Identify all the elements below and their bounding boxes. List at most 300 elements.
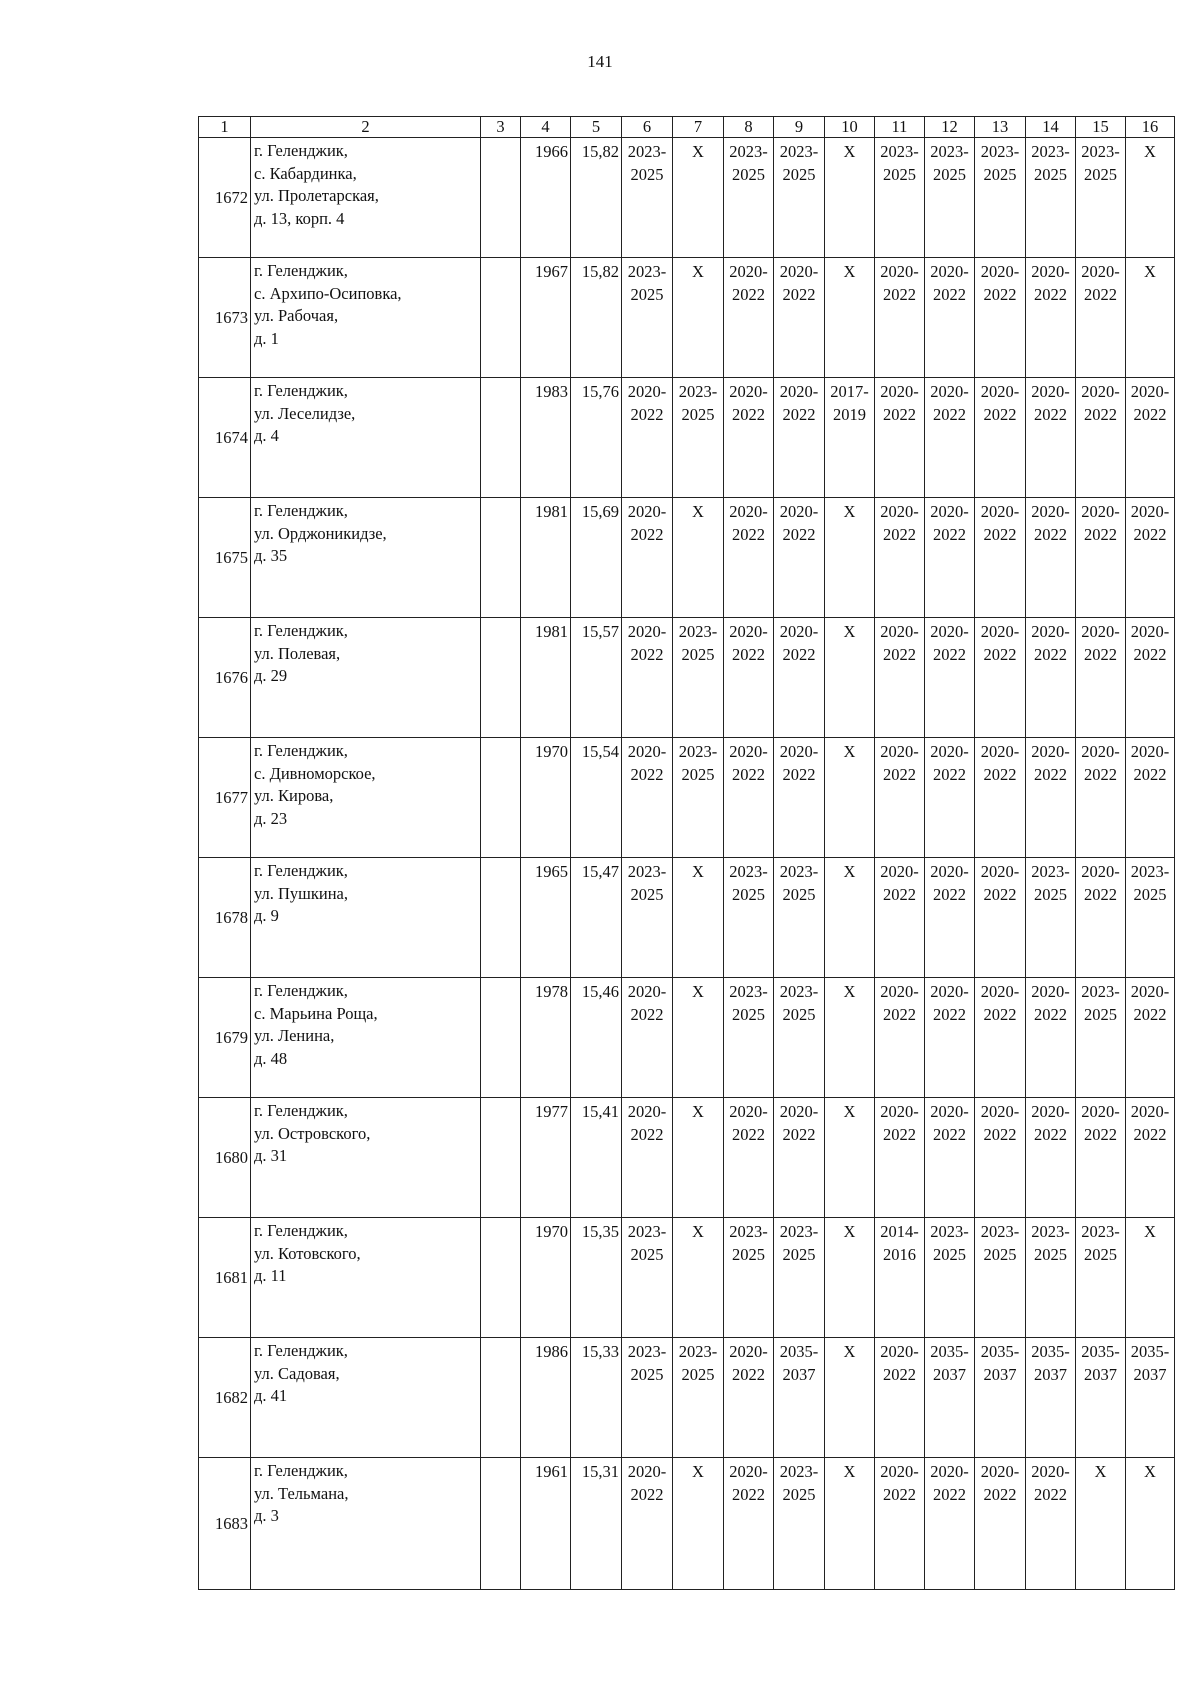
period-line: 2020- bbox=[880, 862, 919, 881]
address-line: ул. Леселидзе, bbox=[254, 403, 356, 423]
period-cell bbox=[825, 1338, 875, 1458]
period-line: 2022 bbox=[983, 525, 1017, 544]
value-cell: 15,33 bbox=[571, 1338, 622, 1458]
period-cell bbox=[774, 498, 825, 618]
period-line: 2022 bbox=[1034, 765, 1067, 784]
period-line: Х bbox=[1144, 1222, 1156, 1241]
period-line: 2022 bbox=[883, 1005, 916, 1024]
period-cell bbox=[1026, 738, 1076, 858]
period-line: 2025 bbox=[732, 885, 765, 904]
address-line: г. Геленджик, bbox=[254, 1341, 348, 1360]
period-cell bbox=[622, 618, 673, 738]
period-line: 2022 bbox=[630, 765, 664, 784]
period-line: 2022 bbox=[1034, 1485, 1067, 1504]
address-cell bbox=[251, 258, 481, 378]
period-line: 2022 bbox=[933, 1485, 966, 1504]
period-cell bbox=[1026, 978, 1076, 1098]
column-3-cell bbox=[481, 1338, 521, 1458]
period-line: 2020- bbox=[627, 1102, 667, 1121]
column-header-14: 14 bbox=[1026, 117, 1076, 138]
address-line: с. Архипо-Осиповка, bbox=[254, 283, 402, 303]
period-line: 2020- bbox=[1130, 982, 1170, 1001]
period-line: Х bbox=[692, 982, 704, 1001]
period-line: 2022 bbox=[630, 1125, 664, 1144]
period-line: 2023- bbox=[627, 1222, 667, 1241]
column-header-16: 16 bbox=[1126, 117, 1175, 138]
period-line: 2035- bbox=[930, 1342, 969, 1361]
period-cell bbox=[1026, 1098, 1076, 1218]
address-line: ул. Рабочая, bbox=[254, 306, 339, 325]
period-line: 2020- bbox=[729, 502, 768, 521]
period-line: 2022 bbox=[983, 645, 1017, 664]
column-header-2: 2 bbox=[251, 117, 481, 138]
period-line: 2017- bbox=[830, 382, 869, 401]
period-line: 2025 bbox=[630, 285, 664, 304]
period-line: 2022 bbox=[1133, 1005, 1167, 1024]
period-cell bbox=[622, 498, 673, 618]
period-line: 2025 bbox=[681, 1365, 715, 1384]
period-line: 2020- bbox=[930, 262, 969, 281]
period-line: 2020- bbox=[880, 622, 919, 641]
period-line: 2020- bbox=[779, 382, 819, 401]
table-row bbox=[199, 738, 1175, 858]
period-line: 2020- bbox=[1031, 622, 1070, 641]
period-cell bbox=[774, 618, 825, 738]
period-cell bbox=[825, 1098, 875, 1218]
period-cell bbox=[925, 738, 975, 858]
period-line: 2035- bbox=[1130, 1342, 1170, 1361]
period-line: 2020- bbox=[930, 862, 969, 881]
period-line: 2022 bbox=[1084, 285, 1117, 304]
period-line: 2020- bbox=[729, 622, 768, 641]
period-line: 2022 bbox=[883, 1125, 916, 1144]
period-cell bbox=[1126, 738, 1175, 858]
period-cell bbox=[825, 1218, 875, 1338]
period-line: 2020- bbox=[627, 502, 667, 521]
period-cell bbox=[673, 1338, 724, 1458]
value-cell: 15,69 bbox=[571, 498, 622, 618]
address-line: с. Кабардинка, bbox=[254, 163, 357, 183]
row-number: 1678 bbox=[199, 858, 251, 978]
period-line: 2022 bbox=[983, 1005, 1017, 1024]
address-line: д. 4 bbox=[254, 426, 279, 445]
period-line: 2020- bbox=[930, 502, 969, 521]
period-line: 2022 bbox=[732, 285, 765, 304]
period-line: 2022 bbox=[1084, 885, 1117, 904]
value-cell: 15,47 bbox=[571, 858, 622, 978]
table-row bbox=[199, 858, 1175, 978]
period-line: Х bbox=[843, 1222, 856, 1241]
value-cell: 15,82 bbox=[571, 258, 622, 378]
period-line: 2020- bbox=[779, 742, 819, 761]
period-line: 2025 bbox=[782, 165, 816, 184]
period-cell bbox=[1126, 498, 1175, 618]
period-cell bbox=[1126, 1458, 1175, 1590]
period-line: 2020- bbox=[880, 502, 919, 521]
period-line: 2025 bbox=[933, 1245, 966, 1264]
period-cell bbox=[975, 258, 1026, 378]
period-line: Х bbox=[1144, 1462, 1156, 1481]
period-line: 2023- bbox=[980, 142, 1020, 161]
period-line: 2020- bbox=[930, 742, 969, 761]
table-row bbox=[199, 138, 1175, 258]
period-line: 2020- bbox=[779, 622, 819, 641]
period-line: 2025 bbox=[630, 1365, 664, 1384]
address-line: д. 23 bbox=[254, 808, 288, 828]
table-row bbox=[199, 618, 1175, 738]
period-line: 2020- bbox=[779, 502, 819, 521]
period-line: 2025 bbox=[983, 165, 1017, 184]
period-line: 2037 bbox=[1133, 1365, 1167, 1384]
period-line: 2020- bbox=[880, 262, 919, 281]
table-row bbox=[199, 1458, 1175, 1590]
period-line: 2020- bbox=[729, 1462, 768, 1481]
period-cell bbox=[975, 858, 1026, 978]
year-cell: 1986 bbox=[521, 1338, 571, 1458]
period-line: Х bbox=[692, 142, 704, 161]
year-cell: 1983 bbox=[521, 378, 571, 498]
period-line: 2022 bbox=[1133, 405, 1167, 424]
period-line: 2035- bbox=[779, 1342, 819, 1361]
period-line: 2022 bbox=[732, 1485, 765, 1504]
period-line: Х bbox=[1144, 142, 1156, 161]
period-cell bbox=[622, 1338, 673, 1458]
address-cell bbox=[251, 858, 481, 978]
period-cell bbox=[975, 1098, 1026, 1218]
address-cell bbox=[251, 1218, 481, 1338]
address-line: г. Геленджик, bbox=[254, 741, 348, 760]
period-line: 2022 bbox=[782, 285, 816, 304]
column-header-6: 6 bbox=[622, 117, 673, 138]
period-line: 2022 bbox=[883, 285, 916, 304]
row-number: 1679 bbox=[199, 978, 251, 1098]
column-3-cell bbox=[481, 1458, 521, 1590]
period-cell bbox=[673, 858, 724, 978]
address-line: г. Геленджик, bbox=[254, 501, 348, 520]
period-cell bbox=[724, 378, 774, 498]
period-line: 2022 bbox=[933, 765, 966, 784]
address-line: д. 41 bbox=[254, 1386, 288, 1405]
period-cell bbox=[673, 498, 724, 618]
column-3-cell bbox=[481, 978, 521, 1098]
period-cell bbox=[975, 978, 1026, 1098]
period-line: 2014- bbox=[880, 1222, 919, 1241]
period-line: 2023- bbox=[729, 142, 768, 161]
period-cell bbox=[875, 1218, 925, 1338]
period-cell bbox=[622, 858, 673, 978]
period-cell bbox=[1076, 1098, 1126, 1218]
row-number: 1672 bbox=[199, 138, 251, 258]
register-table bbox=[198, 116, 1175, 1590]
period-line: 2020- bbox=[880, 1102, 919, 1121]
period-line: 2020- bbox=[1031, 382, 1070, 401]
value-cell: 15,76 bbox=[571, 378, 622, 498]
period-line: 2023- bbox=[779, 142, 819, 161]
period-line: 2020- bbox=[980, 502, 1020, 521]
period-cell bbox=[724, 498, 774, 618]
period-cell bbox=[825, 138, 875, 258]
period-line: 2020- bbox=[1081, 262, 1120, 281]
period-line: 2020- bbox=[1081, 502, 1120, 521]
period-cell bbox=[774, 978, 825, 1098]
period-line: 2025 bbox=[681, 645, 715, 664]
period-cell bbox=[975, 1458, 1026, 1590]
period-cell bbox=[1026, 258, 1076, 378]
period-line: 2035- bbox=[980, 1342, 1020, 1361]
period-line: Х bbox=[692, 1462, 704, 1481]
period-line: 2023- bbox=[779, 862, 819, 881]
period-cell bbox=[875, 378, 925, 498]
period-line: 2022 bbox=[933, 525, 966, 544]
period-line: 2022 bbox=[630, 645, 664, 664]
column-3-cell bbox=[481, 738, 521, 858]
period-line: 2023- bbox=[880, 142, 919, 161]
column-header-7: 7 bbox=[673, 117, 724, 138]
period-cell bbox=[925, 978, 975, 1098]
period-cell bbox=[724, 618, 774, 738]
period-cell bbox=[673, 1218, 724, 1338]
period-line: 2020- bbox=[729, 1102, 768, 1121]
period-cell bbox=[1126, 378, 1175, 498]
address-line: ул. Ленина, bbox=[254, 1026, 335, 1045]
period-cell bbox=[673, 138, 724, 258]
table-row bbox=[199, 378, 1175, 498]
period-line: Х bbox=[843, 622, 856, 641]
period-cell bbox=[825, 618, 875, 738]
column-3-cell bbox=[481, 618, 521, 738]
period-cell bbox=[1026, 138, 1076, 258]
period-line: 2022 bbox=[1084, 645, 1117, 664]
period-line: 2025 bbox=[782, 1485, 816, 1504]
period-cell bbox=[622, 738, 673, 858]
period-line: 2035- bbox=[1031, 1342, 1070, 1361]
period-line: 2020- bbox=[729, 262, 768, 281]
period-line: 2022 bbox=[883, 765, 916, 784]
period-line: 2025 bbox=[782, 1245, 816, 1264]
period-line: 2022 bbox=[883, 405, 916, 424]
period-line: Х bbox=[843, 982, 856, 1001]
address-line: ул. Пролетарская, bbox=[254, 186, 379, 205]
row-number: 1681 bbox=[199, 1218, 251, 1338]
period-line: 2022 bbox=[883, 645, 916, 664]
period-cell bbox=[622, 1458, 673, 1590]
period-cell bbox=[825, 858, 875, 978]
period-cell bbox=[1026, 618, 1076, 738]
period-line: 2022 bbox=[1034, 645, 1067, 664]
period-line: 2020- bbox=[980, 262, 1020, 281]
period-line: 2022 bbox=[933, 1005, 966, 1024]
period-line: 2020- bbox=[1031, 742, 1070, 761]
address-cell bbox=[251, 738, 481, 858]
address-line: д. 9 bbox=[254, 906, 279, 925]
period-line: 2025 bbox=[630, 165, 664, 184]
period-cell bbox=[1076, 1218, 1126, 1338]
period-cell bbox=[1076, 738, 1126, 858]
period-line: 2020- bbox=[779, 262, 819, 281]
period-line: Х bbox=[843, 142, 856, 161]
period-cell bbox=[1126, 978, 1175, 1098]
period-line: 2022 bbox=[732, 1365, 765, 1384]
period-line: 2023- bbox=[627, 862, 667, 881]
address-cell bbox=[251, 138, 481, 258]
period-cell bbox=[925, 1098, 975, 1218]
row-number: 1673 bbox=[199, 258, 251, 378]
column-header-15: 15 bbox=[1076, 117, 1126, 138]
period-cell bbox=[875, 258, 925, 378]
period-cell bbox=[673, 618, 724, 738]
period-cell bbox=[673, 978, 724, 1098]
year-cell: 1977 bbox=[521, 1098, 571, 1218]
period-cell bbox=[825, 498, 875, 618]
period-line: 2037 bbox=[1084, 1365, 1117, 1384]
period-line: 2025 bbox=[630, 885, 664, 904]
period-cell bbox=[975, 1218, 1026, 1338]
address-line: д. 35 bbox=[254, 546, 288, 565]
address-line: ул. Садовая, bbox=[254, 1363, 340, 1383]
period-cell bbox=[1126, 618, 1175, 738]
row-number: 1680 bbox=[199, 1098, 251, 1218]
period-line: 2022 bbox=[983, 285, 1017, 304]
address-line: с. Дивноморское, bbox=[254, 763, 376, 783]
period-line: 2022 bbox=[933, 885, 966, 904]
year-cell: 1961 bbox=[521, 1458, 571, 1590]
period-cell bbox=[1076, 138, 1126, 258]
period-line: 2020- bbox=[930, 982, 969, 1001]
period-line: Х bbox=[843, 1462, 856, 1481]
period-line: 2020- bbox=[980, 622, 1020, 641]
period-line: 2025 bbox=[1034, 165, 1067, 184]
period-cell bbox=[925, 258, 975, 378]
period-cell bbox=[875, 858, 925, 978]
period-line: 2020- bbox=[930, 622, 969, 641]
address-cell bbox=[251, 1098, 481, 1218]
period-line: 2020- bbox=[779, 1102, 819, 1121]
address-line: д. 29 bbox=[254, 666, 288, 685]
period-cell bbox=[875, 138, 925, 258]
period-line: 2022 bbox=[1084, 1125, 1117, 1144]
period-line: 2022 bbox=[983, 885, 1017, 904]
row-number: 1674 bbox=[199, 378, 251, 498]
period-line: 2025 bbox=[732, 1245, 765, 1264]
period-line: 2022 bbox=[630, 405, 664, 424]
period-cell bbox=[724, 1458, 774, 1590]
period-cell bbox=[975, 618, 1026, 738]
period-cell bbox=[622, 978, 673, 1098]
period-line: 2025 bbox=[1084, 165, 1117, 184]
table-row bbox=[199, 498, 1175, 618]
address-cell bbox=[251, 1338, 481, 1458]
period-line: 2023- bbox=[729, 862, 768, 881]
column-header-4: 4 bbox=[521, 117, 571, 138]
period-cell bbox=[724, 738, 774, 858]
period-line: 2022 bbox=[782, 645, 816, 664]
address-line: г. Геленджик, bbox=[254, 861, 348, 880]
address-line: г. Геленджик, bbox=[254, 381, 348, 400]
period-line: 2023- bbox=[627, 1342, 667, 1361]
period-line: 2035- bbox=[1081, 1342, 1120, 1361]
period-cell bbox=[673, 1458, 724, 1590]
address-line: г. Геленджик, bbox=[254, 1101, 348, 1120]
row-number: 1677 bbox=[199, 738, 251, 858]
period-cell bbox=[622, 378, 673, 498]
period-cell bbox=[825, 1458, 875, 1590]
year-cell: 1966 bbox=[521, 138, 571, 258]
period-line: 2025 bbox=[630, 1245, 664, 1264]
value-cell: 15,35 bbox=[571, 1218, 622, 1338]
address-cell bbox=[251, 1458, 481, 1590]
period-cell bbox=[774, 1458, 825, 1590]
period-line: 2020- bbox=[627, 622, 667, 641]
period-cell bbox=[875, 978, 925, 1098]
period-line: 2022 bbox=[1034, 1125, 1067, 1144]
period-line: 2020- bbox=[1031, 262, 1070, 281]
period-line: 2022 bbox=[1133, 1125, 1167, 1144]
period-line: 2023- bbox=[678, 742, 718, 761]
period-cell bbox=[1076, 378, 1126, 498]
period-line: 2020- bbox=[980, 982, 1020, 1001]
period-line: 2020- bbox=[1031, 1462, 1070, 1481]
address-cell bbox=[251, 378, 481, 498]
column-header-9: 9 bbox=[774, 117, 825, 138]
period-line: 2022 bbox=[983, 1485, 1017, 1504]
period-line: 2022 bbox=[732, 405, 765, 424]
period-line: 2023- bbox=[678, 1342, 718, 1361]
period-cell bbox=[975, 1338, 1026, 1458]
period-cell bbox=[975, 498, 1026, 618]
address-line: ул. Пушкина, bbox=[254, 883, 349, 903]
table-row bbox=[199, 258, 1175, 378]
period-line: Х bbox=[1094, 1462, 1107, 1481]
period-cell bbox=[1026, 378, 1076, 498]
period-cell bbox=[875, 1338, 925, 1458]
period-line: 2023- bbox=[980, 1222, 1020, 1241]
period-line: 2025 bbox=[1084, 1005, 1117, 1024]
year-cell: 1970 bbox=[521, 738, 571, 858]
period-cell bbox=[1026, 1458, 1076, 1590]
period-cell bbox=[975, 378, 1026, 498]
period-cell bbox=[975, 738, 1026, 858]
period-line: Х bbox=[692, 262, 704, 281]
period-line: 2020- bbox=[1130, 622, 1170, 641]
period-line: 2022 bbox=[732, 765, 765, 784]
period-line: 2025 bbox=[883, 165, 916, 184]
header-row bbox=[199, 117, 1175, 138]
period-line: 2023- bbox=[930, 1222, 969, 1241]
table-row bbox=[199, 1218, 1175, 1338]
period-cell bbox=[1076, 1338, 1126, 1458]
address-cell bbox=[251, 978, 481, 1098]
period-line: 2020- bbox=[1031, 1102, 1070, 1121]
address-line: г. Геленджик, bbox=[254, 141, 348, 160]
period-line: 2022 bbox=[933, 285, 966, 304]
period-line: 2020- bbox=[729, 1342, 768, 1361]
period-cell bbox=[622, 138, 673, 258]
period-line: 2022 bbox=[983, 405, 1017, 424]
row-number: 1683 bbox=[199, 1458, 251, 1590]
period-line: 2020- bbox=[627, 382, 667, 401]
period-line: 2020- bbox=[627, 982, 667, 1001]
period-line: 2022 bbox=[1133, 645, 1167, 664]
period-line: 2023- bbox=[678, 622, 718, 641]
table-row bbox=[199, 1338, 1175, 1458]
period-line: 2020- bbox=[880, 982, 919, 1001]
period-line: 2022 bbox=[883, 525, 916, 544]
period-line: 2022 bbox=[883, 885, 916, 904]
period-line: Х bbox=[843, 862, 856, 881]
address-line: д. 1 bbox=[254, 328, 279, 348]
period-line: 2020- bbox=[627, 742, 667, 761]
period-line: Х bbox=[692, 1222, 704, 1241]
